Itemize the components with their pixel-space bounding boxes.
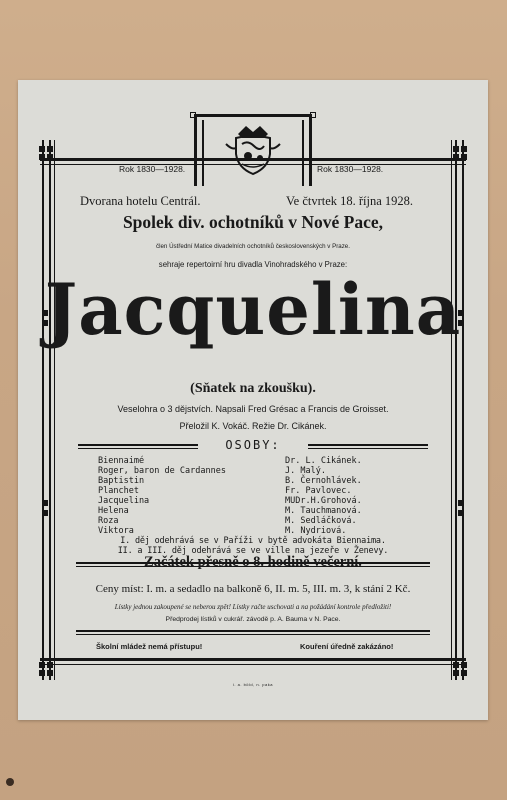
ornament-square (42, 510, 48, 516)
ornament-square (42, 500, 48, 506)
cast-role: Helena (98, 506, 129, 516)
crest-frame-right (309, 114, 312, 186)
ornament-square (453, 154, 459, 160)
ornament-square (190, 112, 196, 118)
cast-role: Planchet (98, 486, 139, 496)
ornament-square (310, 112, 316, 118)
ornament-square (39, 662, 45, 668)
ornament-square (47, 146, 53, 152)
presale: Předprodej lístků v cukrář. závodě p. A. Bauma v N. Pace. (165, 616, 341, 623)
ornament-square (461, 146, 467, 152)
rule-before-notices (76, 630, 430, 632)
prices: Ceny míst: I. m. a sedadlo na balkoně 6, II. m. 5, III. m. 3, k stání 2 Kč. (95, 583, 411, 595)
cast-heading: OSOBY: (225, 438, 281, 452)
cast-actor: MUDr.H.Grohová. (285, 496, 362, 506)
year-box-right-rule (312, 158, 392, 160)
cast-actor: Fr. Pavlovec. (285, 486, 352, 496)
cast-role: Baptistin (98, 476, 145, 486)
ornament-square (458, 510, 464, 516)
frame-bottom-rule (40, 658, 466, 661)
venue: Dvorana hotelu Centrál. (80, 194, 201, 208)
ornament-square (39, 146, 45, 152)
performance-date: Ve čtvrtek 18. října 1928. (286, 194, 414, 208)
setting-act-1: I. děj odehrává se v Paříži v bytě advokáta Biennaima. (120, 536, 386, 546)
cast-actor: M. Nydriová. (285, 526, 347, 536)
pushpin-icon (6, 778, 14, 786)
cast-role: Viktora (98, 526, 134, 536)
theatre-poster (18, 80, 488, 720)
membership-line: člen Ústřední Matice divadelních ochotníků československých v Praze. (156, 243, 350, 250)
cast-row (98, 456, 418, 466)
crest-frame-inner-left (202, 120, 204, 186)
year-right: Rok 1830—1928. (317, 164, 384, 174)
cast-role: Roza (98, 516, 119, 526)
year-left: Rok 1830—1928. (119, 164, 186, 174)
ornament-square (461, 662, 467, 668)
ornament-square (453, 662, 459, 668)
printer-credit: i. a. böld, n. paka (233, 682, 273, 687)
cast-row (98, 466, 418, 476)
rule-before-notices-thin (76, 634, 430, 635)
performs-line: sehraje repertoirní hru divadla Vinohradského v Praze: (158, 260, 348, 269)
frame-bottom-rule-thin (40, 664, 466, 665)
cast-row (98, 506, 418, 516)
cast-actor: M. Tauchmanová. (285, 506, 362, 516)
start-time: Začátek přesně o 8. hodině večerní. (144, 554, 362, 570)
cast-role: Roger, baron de Cardannes (98, 466, 226, 476)
ornament-square (453, 670, 459, 676)
credits-line: Přeložil K. Vokáč. Režie Dr. Cikánek. (179, 421, 327, 431)
ornament-square (47, 670, 53, 676)
tickets-note: Lístky jednou zakoupené se neberou zpět! Lístky račte uschovati a na požádání kontrole předložiti! (114, 603, 392, 611)
ornament-square (458, 500, 464, 506)
cast-row (98, 526, 418, 536)
no-youth-notice: Školní mládež nemá přístupu! (96, 642, 203, 651)
setting-act-2-3: II. a III. děj odehrává se ve ville na jezeře v Ženevy. (117, 546, 389, 556)
society-name: Spolek div. ochotníků v Nové Pace, (122, 212, 384, 232)
ornament-square (453, 146, 459, 152)
genre-line: Veselohra o 3 dějstvích. Napsali Fred Grésac a Francis de Groisset. (117, 404, 389, 414)
ornament-square (461, 670, 467, 676)
crest-frame-top (194, 114, 312, 117)
cast-row (98, 516, 418, 526)
cast-actor: J. Malý. (285, 466, 326, 476)
ornament-square (461, 154, 467, 160)
crest-frame-inner-right (302, 120, 304, 186)
crest-frame-left (194, 114, 197, 186)
cast-actor: B. Černohlávek. (285, 476, 362, 486)
ornament-square (39, 670, 45, 676)
play-subtitle: (Sňatek na zkoušku). (190, 381, 316, 396)
cast-actor: M. Sedláčková. (285, 516, 357, 526)
year-box-left-rule (114, 158, 194, 160)
cast-role: Jacquelina (98, 496, 150, 506)
cast-actor: Dr. L. Cikánek. (285, 456, 362, 466)
no-smoking-notice: Kouření úředně zakázáno! (300, 642, 394, 651)
cast-row (98, 496, 418, 506)
ornament-square (47, 154, 53, 160)
cast-role: Biennaimé (98, 456, 145, 466)
coat-of-arms-icon (218, 120, 288, 180)
ornament-square (39, 154, 45, 160)
ornament-square (47, 662, 53, 668)
cast-row (98, 476, 418, 486)
play-title: Jacquelina (44, 268, 462, 351)
cast-row (98, 486, 418, 496)
